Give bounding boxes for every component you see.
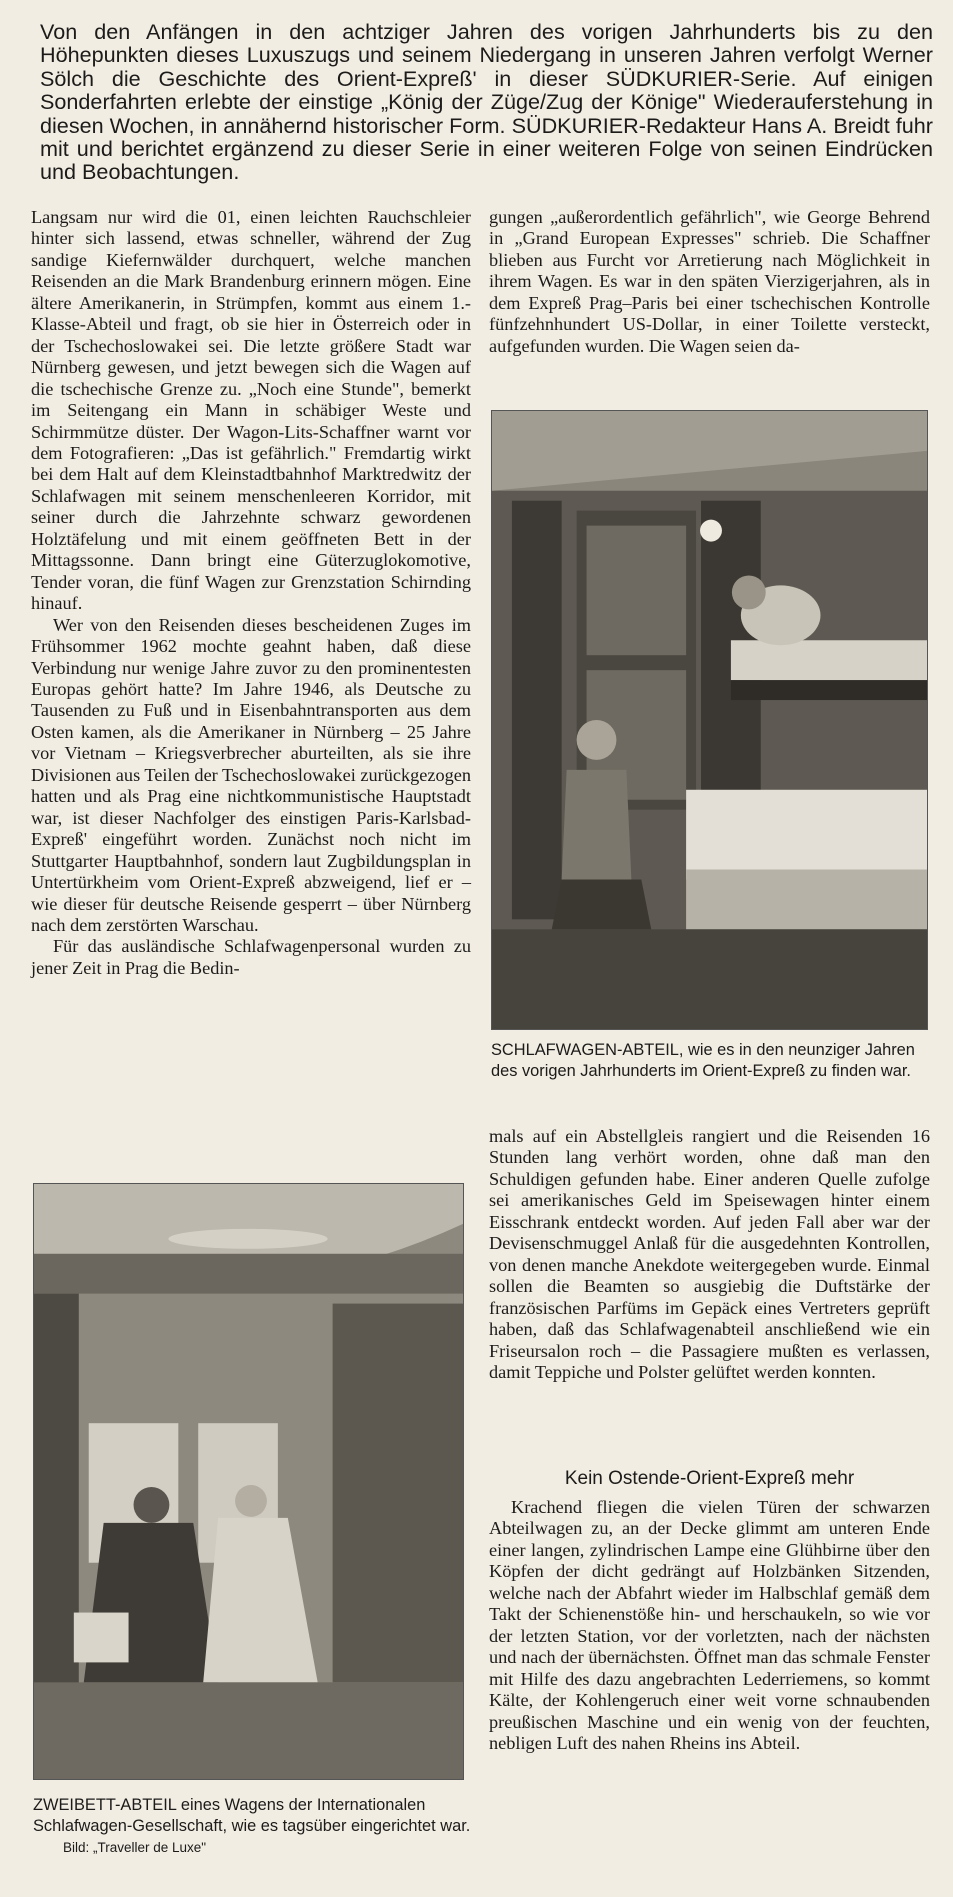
left-column <box>31 207 471 979</box>
right-column-end <box>489 1497 930 1754</box>
paragraph: mals auf ein Abstellgleis rangiert und die Reisenden 16 Stunden lang verhört worden, ohne daß man den Schuldigen gefunden habe. Einer anderen Quelle zufolge sei amerikanisches Geld im Speisewagen hinter einem Eisschrank entdeckt worden. Auf jeden Fall aber war der Devisenschmuggel Anlaß für die ausgedehnten Kontrollen, von denen manche Anekdote weitergegeben wurde. Einmal sollen die Beamten so ausgiebig die Duftstärke der französischen Parfüms im Gepäck eines Vertreters geprüft haben, daß das Schlafwagenabteil anschließend wie ein Friseursalon roch – die Passagiere mußten es verlassen, damit Teppiche und Polster gelüftet werden konnten. <box>489 1126 930 1382</box>
paragraph: Wer von den Reisenden dieses bescheidenen Zuges im Frühsommer 1962 mochte geahnt haben, daß diese Verbindung nur wenige Jahre zuvor zu den prominentesten Europas gehört hatte? Im Jahre 1946, als Deutsche zu Tausenden zu Fuß und in Eisenbahntransporten aus dem Osten kamen, als die Amerikaner in Nürnberg – 25 Jahre vor Vietnam – Kriegsverbrecher aburteilten, als sie ihre Divisionen aus Teilen der Tschechoslowakei zurückgezogen hatten und als Prag eine nichtkommunistische Hauptstadt war, ist dieser Nachfolger des einstigen Paris-Karlsbad-Expreß' eingeführt worden. Zunächst noch nicht im Stuttgarter Hauptbahnhof, sondern laut Zugbildungsplan in Untertürkheim vom Orient-Expreß abzweigend, lief er – wie dieser für deutsche Reisende gesperrt – über Nürnberg nach dem zerstörten Warschau. <box>31 614 471 935</box>
caption-text: ZWEIBETT-ABTEIL eines Wagens der Internationalen Schlafwagen-Gesellschaft, wie es tagsüber eingerichtet war. <box>33 1796 471 1835</box>
twin-compartment-photo <box>33 1183 464 1780</box>
photo-credit: Bild: „Traveller de Luxe" <box>63 1840 207 1855</box>
paragraph: Für das ausländische Schlafwagenpersonal wurden zu jener Zeit in Prag die Bedin- <box>31 936 471 978</box>
sleeper-compartment-photo <box>491 410 928 1030</box>
section-subheading: Kein Ostende-Orient-Expreß mehr <box>564 1468 855 1489</box>
twin-photo-caption <box>33 1795 478 1858</box>
paragraph: Langsam nur wird die 01, einen leichten Rauchschleier hinter sich lassend, etwas schneller, während der Zug sandige Kiefernwälder durchquert, welche manchen Reisenden an die Mark Brandenburg erinnern mögen. Eine ältere Amerikanerin, in Strümpfen, kommt aus einem 1.-Klasse-Abteil und fragt, ob sie hier in Österreich oder in der Tschechoslowakei sei. Die letzte größere Stadt war Nürnberg gewesen, und jetzt bewegen sich die Wagen auf die tschechische Grenze zu. „Noch eine Stunde", bemerkt im Seitengang ein Mann in schäbiger Weste und Schirmmütze düster. Der Wagon-Lits-Schaffner warnt vor dem Fotografieren: „Das ist gefährlich." Fremdartig wirkt bei dem Halt auf dem Kleinstadtbahnhof Marktredwitz der Schlafwagen mit seinem menschenleeren Korridor, mit seiner durch die Jahrzehnte schwarz gewordenen Holztäfelung und mit einem geöffneten Bett in der Mittagssonne. Dann bringt eine Güterzuglokomotive, Tender voran, die fünf Wagen zur Grenzstation Schirnding hinauf. <box>31 207 471 614</box>
paragraph: Krachend fliegen die vielen Türen der schwarzen Abteilwagen zu, an der Decke glimmt am unteren Ende einer langen, zylindrischen Lampe eine Glühbirne über den Köpfen der dicht gedrängt auf Holzbänken Sitzenden, welche nach der Abfahrt wieder im Halbschlaf gemäß dem Takt der Schienenstöße hin- und herschaukeln, so wie vor der letzten Station, vor der vorletzten, nach der nächsten und nach der übernächsten. Öffnet man das schmale Fenster mit Hilfe des dazu angebrachten Lederriemens, so kommt Kälte, der Kohlengeruch einer weit vorne schnaubenden preußischen Maschine und ein wenig von der feuchten, nebligen Luft des nahen Rheins ins Abteil. <box>489 1497 930 1753</box>
right-column-bottom <box>489 1126 930 1383</box>
paragraph: gungen „außerordentlich gefährlich", wie George Behrend in „Grand European Expresses" schrieb. Die Schaffner blieben aus Furcht vor Arretierung nach Möglichkeit in ihrem Wagen. Es war in den späten Vierzigerjahren, als in dem Expreß Prag–Paris bei einer tschechischen Kontrolle fünfzehnhundert US-Dollar, in einer Toilette versteckt, aufgefunden wurden. Die Wagen seien da- <box>489 207 930 356</box>
article-lead: Von den Anfängen in den achtziger Jahren des vorigen Jahrhunderts bis zu den Höhepunkten dieses Luxuszugs und seinem Niedergang in unseren Jahren verfolgt Werner Sölch die Geschichte des Orient-Expreß' in dieser SÜDKURIER-Serie. Auf einigen Sonderfahrten erlebte der einstige „König der Züge/Zug der Könige" Wiederauferstehung in diesen Wochen, in annähernd historischer Form. SÜDKURIER-Redakteur Hans A. Breidt fuhr mit und berichtet ergänzend zu dieser Serie in einer weiteren Folge von seinen Eindrücken und Beobachtungen. <box>40 19 933 185</box>
sleeper-photo-caption: SCHLAFWAGEN-ABTEIL, wie es in den neunziger Jahren des vorigen Jahrhunderts im Orient-Expreß zu finden war. <box>491 1041 915 1080</box>
right-column-top <box>489 207 930 357</box>
